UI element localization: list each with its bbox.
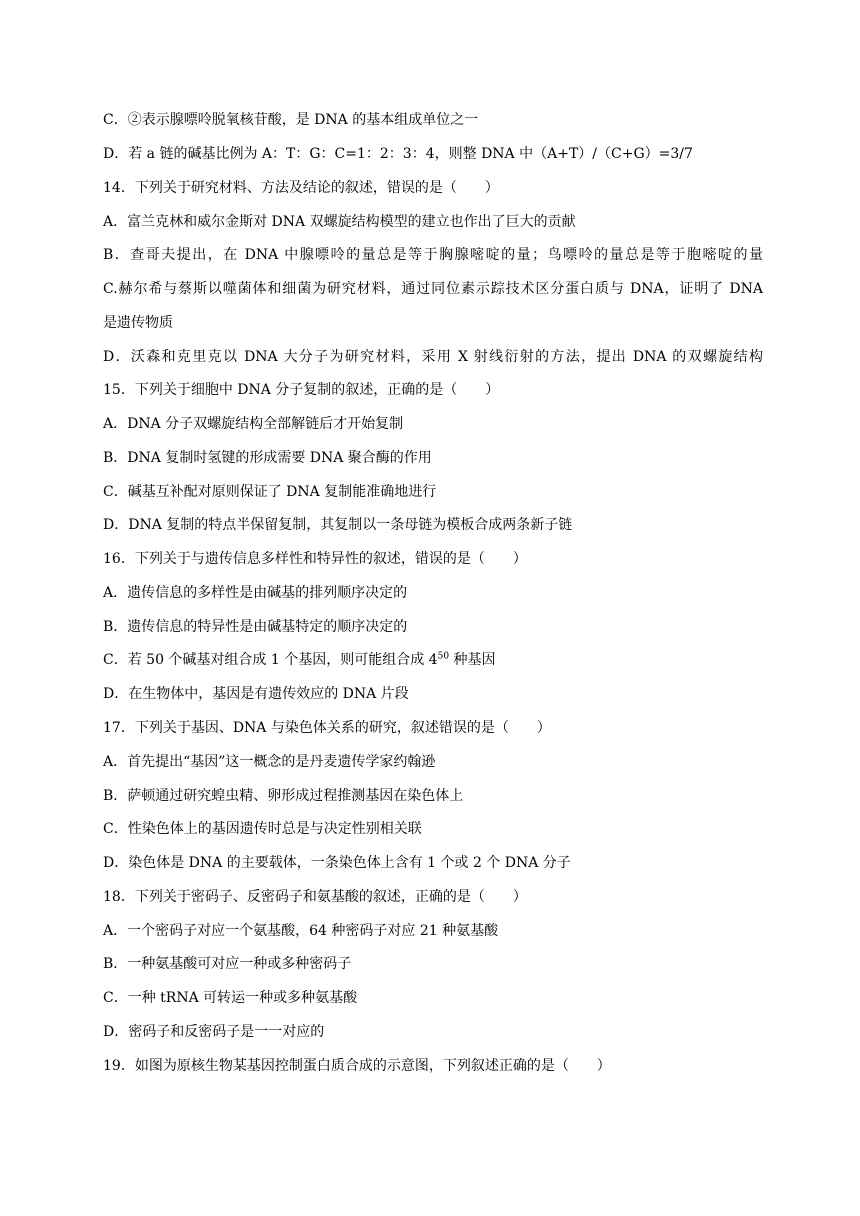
option-18c: C．一种 tRNA 可转运一种或多种氨基酸: [103, 990, 358, 1006]
option-17b: B．萨顿通过研究蝗虫精、卵形成过程推测基因在染色体上: [103, 788, 464, 804]
option-14b: B．查哥夫提出，在 DNA 中腺嘌呤的量总是等于胸腺嘧啶的量；鸟嘌呤的量总是等于胞嘧啶的量: [103, 247, 763, 263]
question-19: 19．如图为原核生物某基因控制蛋白质合成的示意图，下列叙述正确的是（ ）: [103, 1058, 611, 1074]
option-15d: D．DNA 复制的特点半保留复制，其复制以一条母链为模板合成两条新子链: [103, 517, 573, 533]
exponent: 50: [437, 651, 450, 662]
option-13c: C．②表示腺嘌呤脱氧核苷酸，是 DNA 的基本组成单位之一: [103, 112, 479, 128]
option-15b: B．DNA 复制时氢键的形成需要 DNA 聚合酶的作用: [103, 450, 432, 466]
option-16b: B．遗传信息的特异性是由碱基特定的顺序决定的: [103, 619, 408, 635]
option-17c: C．性染色体上的基因遗传时总是与决定性别相关联: [103, 821, 422, 837]
question-16: 16．下列关于与遗传信息多样性和特异性的叙述，错误的是（ ）: [103, 551, 527, 567]
question-15: 15．下列关于细胞中 DNA 分子复制的叙述，正确的是（ ）: [103, 382, 500, 398]
option-16c-text-after: 种基因: [449, 652, 496, 668]
option-17a: A．首先提出“基因”这一概念的是丹麦遗传学家约翰逊: [103, 754, 436, 770]
option-16d: D．在生物体中，基因是有遗传效应的 DNA 片段: [103, 686, 409, 702]
option-14c-continued: 是遗传物质: [103, 315, 173, 331]
question-17: 17．下列关于基因、DNA 与染色体关系的研究，叙述错误的是（ ）: [103, 720, 551, 736]
option-16c: [103, 650, 763, 670]
option-13d: D．若 a 链的碱基比例为 A：T：G：C=1：2：3：4，则整 DNA 中（A+T）/（C+G）=3/7: [103, 146, 693, 162]
option-15c: C．碱基互补配对原则保证了 DNA 复制能准确地进行: [103, 484, 437, 500]
option-15a: A．DNA 分子双螺旋结构全部解链后才开始复制: [103, 416, 404, 432]
option-16c-text-before: C．若 50 个碱基对组合成 1 个基因，则可能组合成 4: [103, 652, 438, 668]
question-18: 18．下列关于密码子、反密码子和氨基酸的叙述，正确的是（ ）: [103, 889, 527, 905]
question-14: 14．下列关于研究材料、方法及结论的叙述，错误的是（ ）: [103, 180, 499, 196]
option-14d: D．沃森和克里克以 DNA 大分子为研究材料，采用 X 射线衍射的方法，提出 DNA 的双螺旋结构: [103, 349, 763, 365]
option-18b: B．一种氨基酸可对应一种或多种密码子: [103, 956, 352, 972]
option-16a: A．遗传信息的多样性是由碱基的排列顺序决定的: [103, 585, 408, 601]
option-14c: C.赫尔希与蔡斯以噬菌体和细菌为研究材料，通过同位素示踪技术区分蛋白质与 DNA，证明了 DNA: [103, 281, 763, 297]
option-14a: A．富兰克林和威尔金斯对 DNA 双螺旋结构模型的建立也作出了巨大的贡献: [103, 214, 576, 230]
option-18a: A．一个密码子对应一个氨基酸，64 种密码子对应 21 种氨基酸: [103, 923, 499, 939]
option-17d: D．染色体是 DNA 的主要载体，一条染色体上含有 1 个或 2 个 DNA 分子: [103, 855, 571, 871]
option-18d: D．密码子和反密码子是一一对应的: [103, 1024, 325, 1040]
